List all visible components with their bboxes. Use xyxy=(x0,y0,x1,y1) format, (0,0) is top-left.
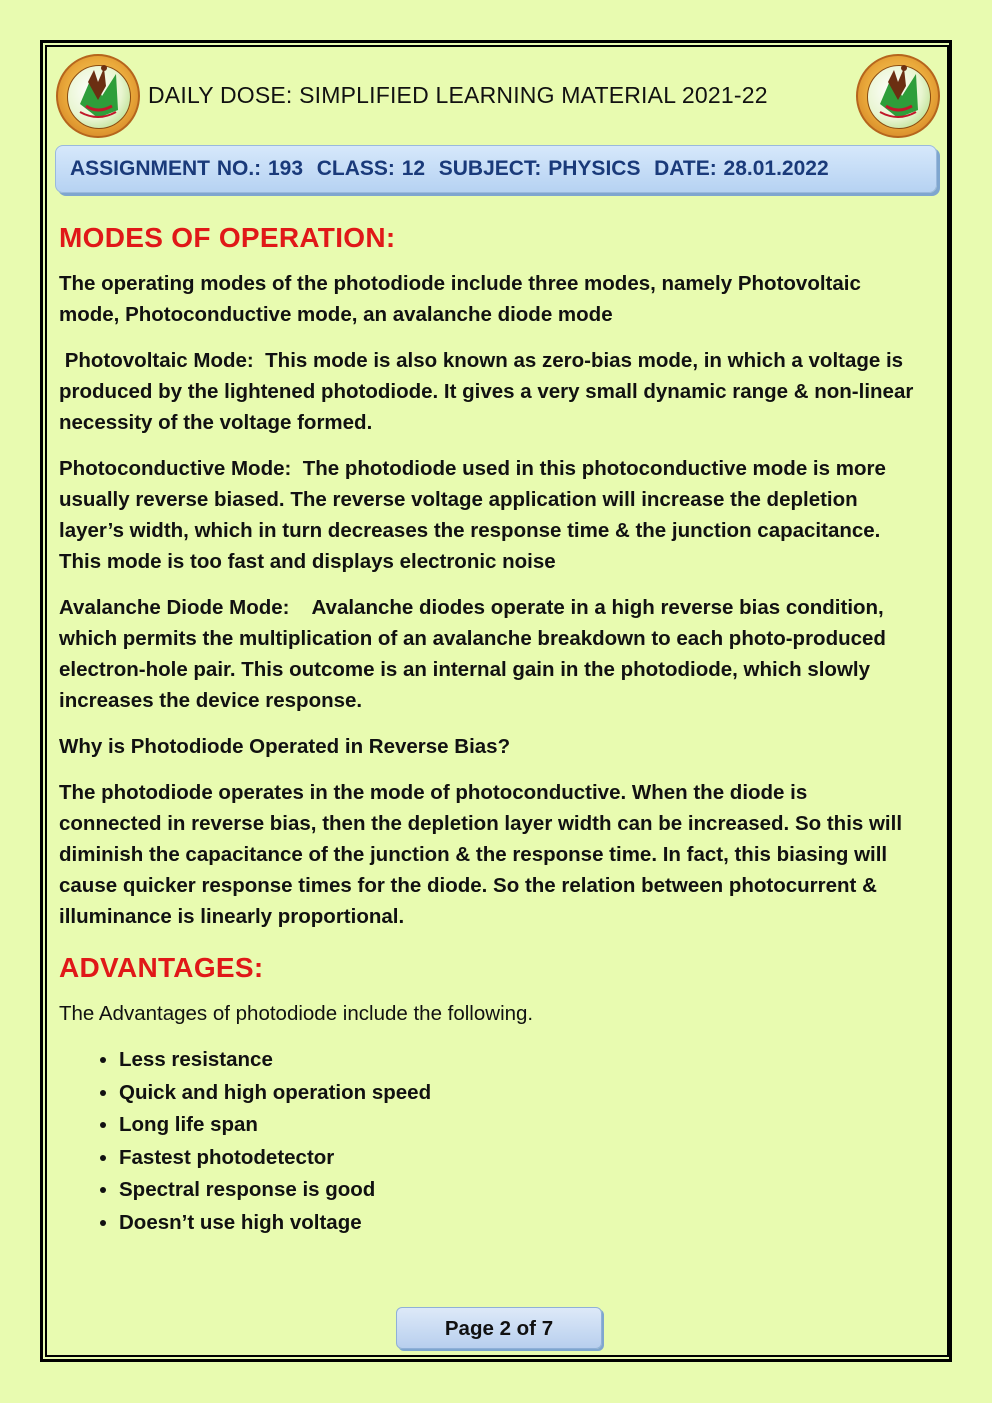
modes-heading: MODES OF OPERATION: xyxy=(59,222,396,253)
advantages-heading: ADVANTAGES: xyxy=(59,952,264,983)
page-header-title: DAILY DOSE: SIMPLIFIED LEARNING MATERIAL 2021-22 xyxy=(148,82,768,108)
modes-intro: The operating modes of the photodiode include three modes, namely Photovoltaic mode, Photoconductive mode, an avalanche diode mode xyxy=(59,272,861,326)
advantages-list xyxy=(59,1044,915,1239)
list-item: • Quick and high operation speed xyxy=(119,1077,915,1110)
list-item: • Long life span xyxy=(119,1109,915,1142)
photoconductive-mode-paragraph: Photoconductive Mode: The photodiode used in this photoconductive mode is more usually reverse biased. The reverse voltage application will increase the depletion layer’s width, which in turn decreases the response time & the junction capacitance. This mode is too fast and displays electronic noise xyxy=(59,457,892,573)
list-item: • Fastest photodetector xyxy=(119,1142,915,1175)
assignment-info: ASSIGNMENT NO.: 193 CLASS: 12 SUBJECT: PHYSICS DATE: 28.01.2022 xyxy=(70,157,829,180)
list-item: • Less resistance xyxy=(119,1044,915,1077)
assignment-banner xyxy=(55,145,937,193)
list-item: • Doesn’t use high voltage xyxy=(119,1207,915,1240)
avalanche-mode-paragraph: Avalanche Diode Mode: Avalanche diodes operate in a high reverse bias condition, which permits the multiplication of an avalanche breakdown to each photo-produced electron-hole pair. This outcome is an internal gain in the photodiode, which slowly increases the device response. xyxy=(59,596,892,712)
photovoltaic-mode-paragraph: Photovoltaic Mode: This mode is also known as zero-bias mode, in which a voltage is produced by the lightened photodiode. It gives a very small dynamic range & non-linear necessity of the voltage formed. xyxy=(59,349,920,434)
advantages-intro: The Advantages of photodiode include the following. xyxy=(59,1002,534,1025)
main-content xyxy=(59,222,920,1239)
school-logo-left xyxy=(56,54,140,138)
reverse-bias-answer: The photodiode operates in the mode of photoconductive. When the diode is connected in reverse bias, then the depletion layer width can be increased. So this will diminish the capacitance of the junction & the response time. In fact, this biasing will cause quicker response times for the diode. So the relation between photocurrent & illuminance is linearly proportional. xyxy=(59,781,903,928)
list-item: • Spectral response is good xyxy=(119,1174,915,1207)
page-number: Page 2 of 7 xyxy=(444,1317,554,1340)
page-number-box xyxy=(396,1307,602,1349)
reverse-bias-question: Why is Photodiode Operated in Reverse Bias? xyxy=(59,735,511,758)
school-logo-right xyxy=(856,54,940,138)
